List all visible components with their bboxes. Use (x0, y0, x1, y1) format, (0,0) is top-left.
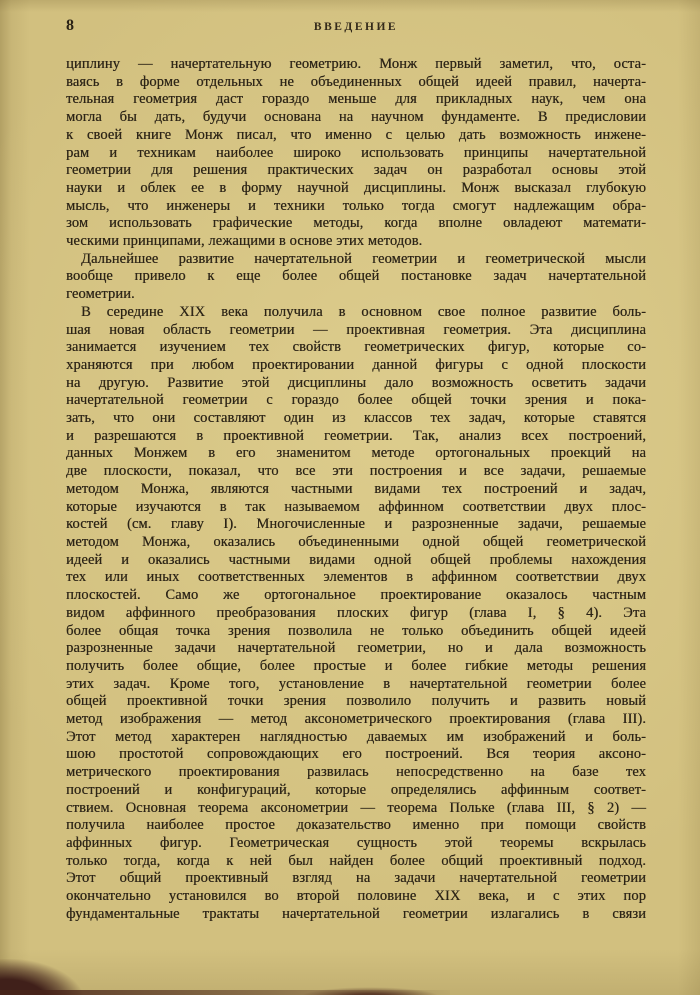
bottom-edge-shadow (0, 990, 450, 995)
bottom-edge-smudge (300, 987, 440, 995)
text-line: В середине XIX века получила в основном свое полное развитие боль- (81, 303, 646, 320)
text-line: идеей и оказались частными видами одной общей проблемы нахождения (66, 551, 646, 568)
text-line: метод изображения — метод аксонометрического проектирования (глава III). (66, 711, 646, 728)
text-line: мысль, что инженеры и техники только тогда смогут надлежащим обра- (66, 197, 646, 214)
text-line: ваясь в форме отдельных не объединенных общей идеей правил, начерта- (66, 73, 646, 90)
text-line: получила наиболее простое доказательство именно при помощи свойств (66, 817, 646, 834)
text-line: Этот общий проективный взгляд на задачи начертательной геометрии (66, 870, 646, 887)
text-line: зом использовать графические методы, когда вполне овладеют математи- (66, 215, 646, 232)
text-line: видом аффинного преобразования плоских фигур (глава I, § 4). Эта (66, 604, 646, 621)
text-line: тельная геометрия даст гораздо меньше для прикладных наук, чем она (66, 91, 646, 108)
text-line: плоскостей. Само же ортогональное проектирование оказалось частным (66, 587, 646, 604)
text-line: тех или иных соответственных элементов в аффинном соответствии двух (66, 569, 646, 586)
text-line: и разрешаются в проективной геометрии. Так, анализ всех построений, (66, 427, 646, 444)
text-line: методом Монжа, являются частными видами тех построений и задач, (66, 480, 646, 497)
text-line: начертательной геометрии с гораздо более общей точки зрения и пока- (66, 392, 646, 409)
text-line: разрозненные задачи начертательной геометрии, но и дала возможность (66, 640, 646, 657)
text-line: зать, что они составляют один из классов тех задач, которые ставятся (66, 410, 646, 427)
text-line: костей (см. главу I). Многочисленные и разрозненные задачи, решаемые (66, 516, 646, 533)
text-line: только тогда, когда к ней был найден более общий проективный подход. (66, 852, 646, 869)
text-line: две плоскости, показал, что все эти построения и все задачи, решаемые (66, 463, 646, 480)
text-line: шою простотой сопровождающих его построений. Вся теория аксоно- (66, 746, 646, 763)
text-line: которые изучаются в так называемом аффинном соответствии двух плос- (66, 498, 646, 515)
text-line: этих задач. Кроме того, установление в начертательной геометрии более (66, 675, 646, 692)
text-line: геометрии для решения практических задач он разработал основы этой (66, 162, 646, 179)
text-line: более общая точка зрения позволила не только объединить общей идеей (66, 622, 646, 639)
text-line: шая новая область геометрии — проективная геометрия. Эта дисциплина (66, 321, 646, 338)
text-line: могла бы дать, будучи основана на научном фундаменте. В предисловии (66, 109, 646, 126)
text-line: методом Монжа, оказались объединенными одной общей геометрической (66, 533, 646, 550)
text-line: Дальнейшее развитие начертательной геометрии и геометрической мысли (81, 250, 646, 267)
text-line: к своей книге Монж писал, что именно с целью дать возможность инжене- (66, 126, 646, 143)
text-line: вообще привело к еще более общей постановке задач начертательной (66, 268, 646, 285)
text-line: получить более общие, более простые и более гибкие методы решения (66, 657, 646, 674)
body-text (66, 56, 646, 923)
text-line: рам и техникам наиболее широко использовать принципы начертательной (66, 144, 646, 161)
text-line: данных Монжем в его знаменитом методе ортогональных проекций на (66, 445, 646, 462)
bottom-left-corner-stain (0, 959, 84, 995)
text-line: на другую. Развитие этой дисциплины дало возможность осветить задачи (66, 374, 646, 391)
text-line: храняются при любом проектировании данной фигуры с одной плоскости (66, 356, 646, 373)
text-line: построений и конфигураций, которые определялись аффинным соответ- (66, 781, 646, 798)
text-line: науки и облек ее в форму научной дисциплины. Монж высказал глубокую (66, 179, 646, 196)
text-line: циплину — начертательную геометрию. Монж первый заметил, что, оста- (66, 56, 646, 72)
page-header (66, 17, 646, 37)
text-line: окончательно установился во второй половине XIX века, и с этих пор (66, 888, 646, 905)
page-number: 8 (66, 17, 75, 34)
text-line: аффинных фигур. Геометрическая сущность этой теоремы вскрылась (66, 834, 646, 851)
text-line: фундаментальные трактаты начертательной геометрии излагались в связи (66, 905, 646, 922)
text-line: геометрии. (66, 286, 135, 303)
text-line: ствием. Основная теорема аксонометрии — теорема Польке (глава III, § 2) — (66, 799, 646, 816)
text-line: Этот метод характерен наглядностью даваемых им изображений и боль- (66, 728, 646, 745)
text-line: ческими принципами, лежащими в основе этих методов. (66, 233, 423, 250)
text-line: занимается изучением тех свойств геометрических фигур, которые со- (66, 339, 646, 356)
text-line: общей проективной точки зрения позволило получить и развить новый (66, 693, 646, 710)
running-header: ВВЕДЕНИЕ (313, 21, 399, 33)
text-line: метрического проектирования развилась непосредственно на базе тех (66, 764, 646, 781)
